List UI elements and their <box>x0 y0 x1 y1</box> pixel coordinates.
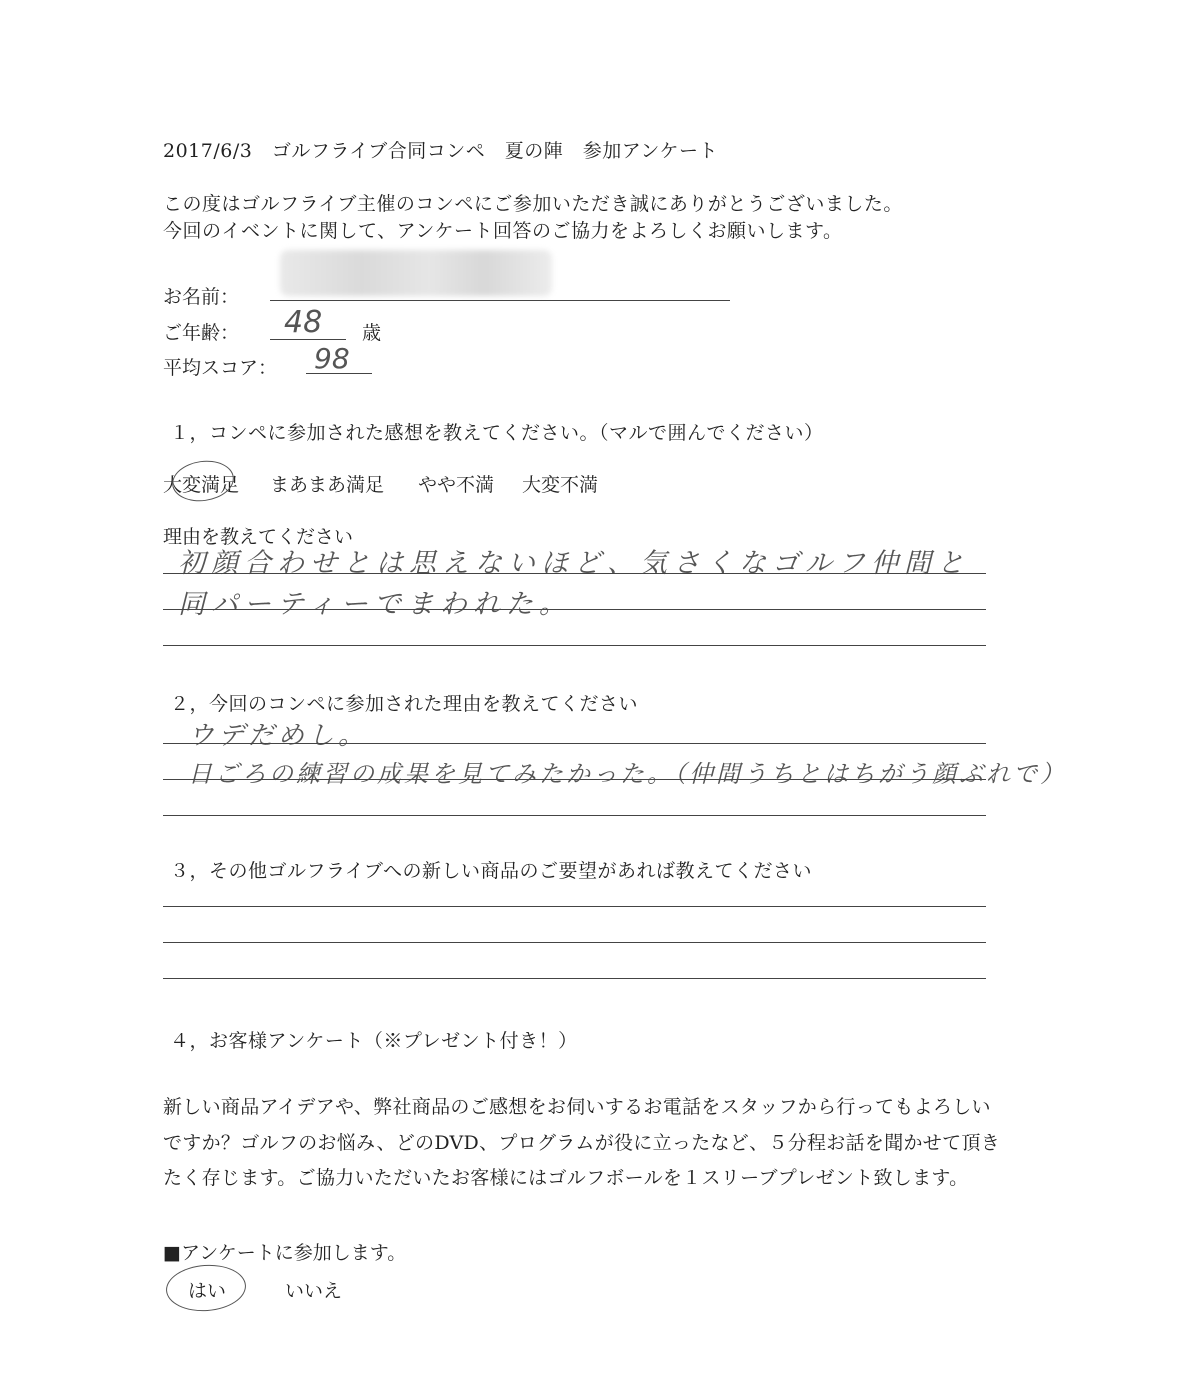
q3-answer-rule-3[interactable] <box>163 978 986 979</box>
q1-question: １，コンペに参加された感想を教えてください。（マルで囲んでください） <box>170 422 824 444</box>
q3-answer-rule-1[interactable] <box>163 906 986 907</box>
q1-answer-line-2: 同パーティーでまわれた。 <box>178 589 572 620</box>
redacted-name <box>280 250 552 296</box>
q1-answer-rule-3[interactable] <box>163 645 986 646</box>
intro-line-1: この度はゴルフライブ主催のコンペにご参加いただき誠にありがとうございました。 <box>163 193 903 215</box>
age-value: 48 <box>284 305 323 340</box>
name-label: お名前： <box>163 286 240 308</box>
q1-answer-rule-1[interactable] <box>163 573 986 574</box>
score-value: 98 <box>314 342 350 375</box>
q2-question: ２，今回のコンペに参加された理由を教えてください <box>170 693 639 715</box>
q2-answer-rule-3[interactable] <box>163 815 986 816</box>
q4-paragraph-line-1: 新しい商品アイデアや、弊社商品のご感想をお伺いするお電話をスタッフから行ってもよろしい <box>163 1096 991 1118</box>
q2-answer-line-2: 日ごろの練習の成果を見てみたかった。（仲間うちとはちがう顔ぶれで） <box>188 760 1067 788</box>
survey-title: 2017/6/3 ゴルフライブ合同コンペ 夏の陣 参加アンケート <box>163 140 719 162</box>
name-field-line[interactable] <box>270 300 730 301</box>
option-no[interactable]: いいえ <box>285 1280 343 1302</box>
score-label: 平均スコア： <box>163 357 278 379</box>
intro-line-2: 今回のイベントに関して、アンケート回答のご協力をよろしくお願いします。 <box>163 220 843 242</box>
q3-question: ３，その他ゴルフライブへの新しい商品のご要望があれば教えてください <box>170 860 812 882</box>
option-very-dissatisfied[interactable]: 大変不満 <box>522 474 599 496</box>
yes-circle-mark <box>164 1262 247 1313</box>
selected-circle-mark <box>170 457 237 505</box>
q1-answer-line-1: 初顔合わせとは思えないほど、気さくなゴルフ仲間と <box>178 548 970 579</box>
option-fairly-satisfied[interactable]: まあまあ満足 <box>270 474 385 496</box>
q4-paragraph-line-2: ですか？ゴルフのお悩み、どのDVD、プログラムが役に立ったなど、５分程お話を聞かせて頂き <box>163 1132 1001 1154</box>
q1-answer-rule-2[interactable] <box>163 609 986 610</box>
q2-answer-line-1: ウデだめし。 <box>188 721 369 751</box>
q3-answer-rule-2[interactable] <box>163 942 986 943</box>
age-label: ご年齢： <box>163 322 240 344</box>
q2-answer-rule-2[interactable] <box>163 779 986 780</box>
q1-reason-label: 理由を教えてください <box>163 526 354 548</box>
participate-label: ■アンケートに参加します。 <box>163 1242 407 1264</box>
option-very-satisfied[interactable]: 大変満足 <box>163 474 240 496</box>
q2-answer-rule-1[interactable] <box>163 743 986 744</box>
q4-question: ４，お客様アンケート（※プレゼント付き！） <box>170 1030 578 1052</box>
option-yes[interactable]: はい <box>188 1280 227 1302</box>
option-slightly-dissatisfied[interactable]: やや不満 <box>418 474 495 496</box>
age-field-line[interactable] <box>270 339 346 340</box>
age-unit: 歳 <box>362 322 382 344</box>
score-field-line[interactable] <box>306 373 372 374</box>
q4-paragraph-line-3: たく存じます。ご協力いただいたお客様にはゴルフボールを１スリーブプレゼント致します。 <box>163 1167 969 1189</box>
